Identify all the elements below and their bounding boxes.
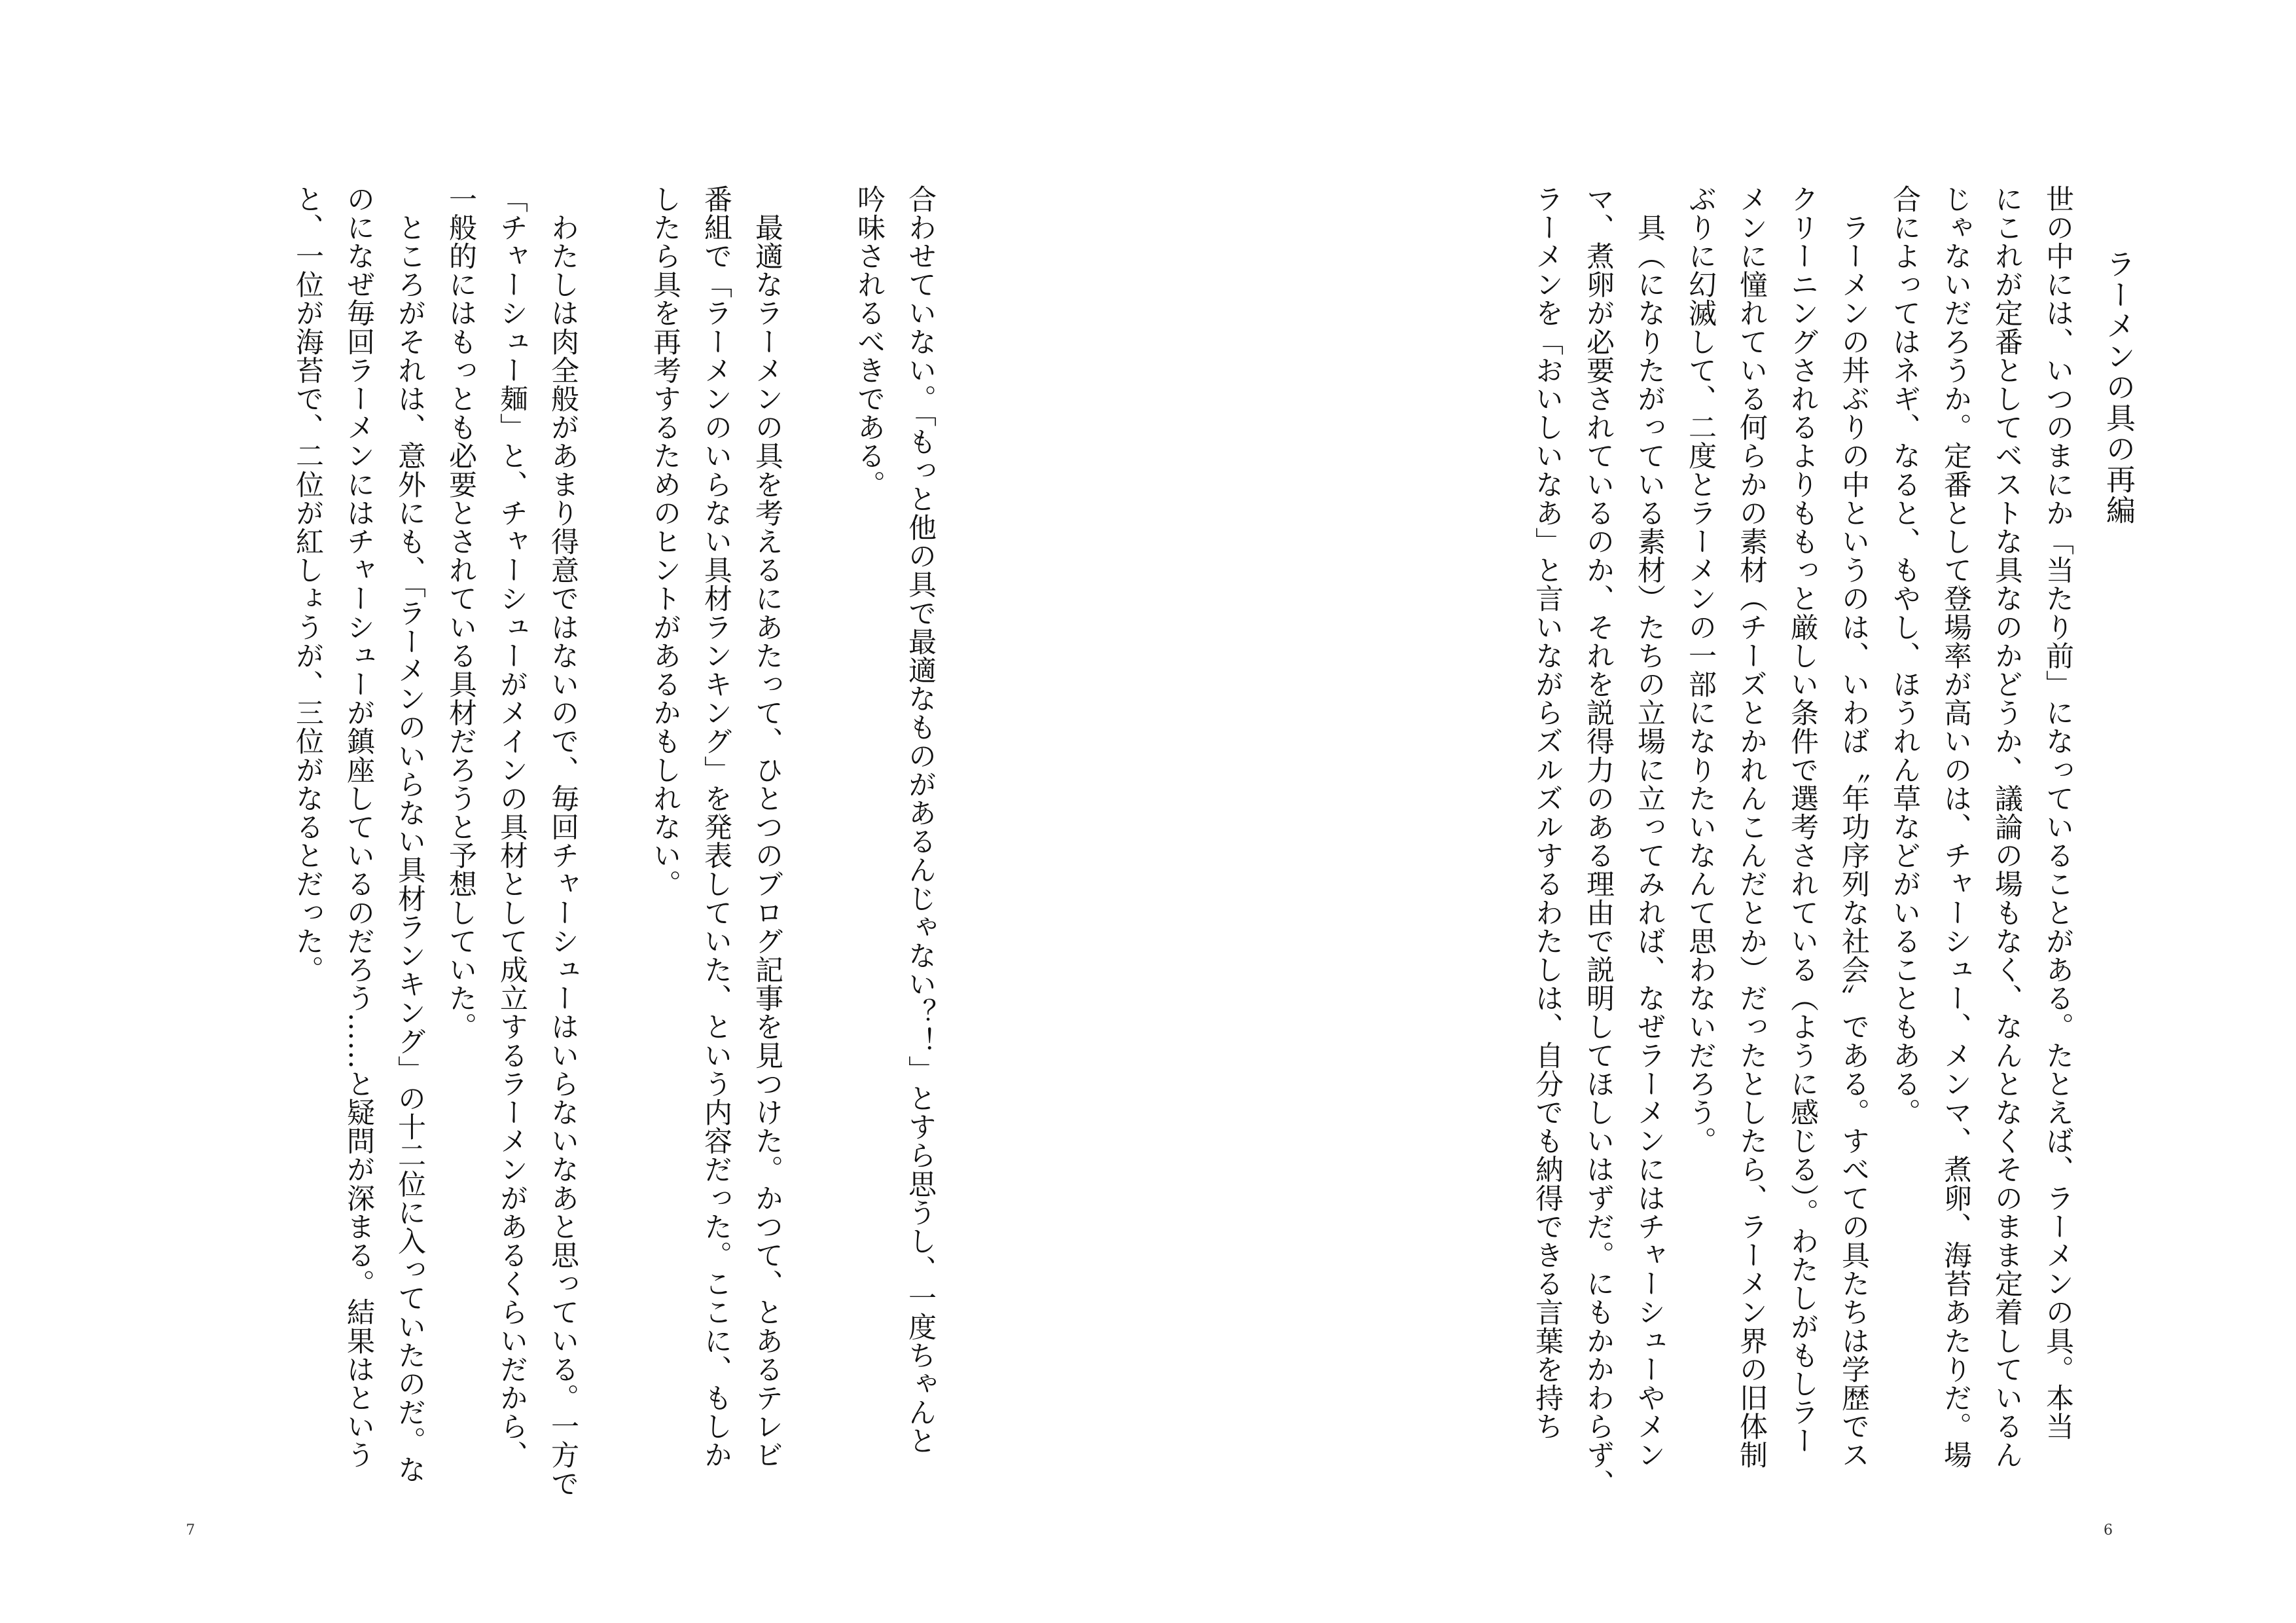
text-line: ラーメンの丼ぶりの中というのは、いわば〝年功序列な社会〟である。すべての具たちは学歴でス [1837,185,1870,1469]
chapter-title: ラーメンの具の再編 [2101,249,2136,526]
text-line: したら具を再考するためのヒントがあるかもしれない。 [649,185,681,898]
text-line: ラーメンを「おいしいなあ」と言いながらズルズルするわたしは、自分でも納得できる言葉を持ち [1531,185,1564,1441]
text-line: ぶりに幻滅して、二度とラーメンの一部になりたいなんて思わないだろう。 [1684,185,1717,1156]
text-line: 具（になりたがっている素材）たちの立場に立ってみれば、なぜラーメンにはチャーシューやメン [1633,185,1666,1469]
text-line: 番組で「ラーメンのいらない具材ランキング」を発表していた、という内容だった。ここに、もしか [700,185,732,1469]
text-line: 吟味されるべきである。 [853,185,886,499]
text-line: わたしは肉全般があまり得意ではないので、毎回チャーシューはいらないなあと思っている。一方で [547,185,579,1498]
text-line: のになぜ毎回ラーメンにはチャーシューが鎮座しているのだろう……と疑問が深まる。結果はという [342,185,375,1469]
text-line: じゃないだろうか。定番として登場率が高いのは、チャーシュー、メンマ、煮卵、海苔あたりだ。場 [1939,185,1972,1469]
text-line: メンに憧れている何らかの素材（チーズとかれんこんだとか）だったとしたら、ラーメン界の旧体制 [1735,185,1768,1469]
page-number: 7 [186,1522,195,1539]
text-line: 合によってはネギ、なると、もやし、ほうれん草などがいることもある。 [1888,185,1921,1127]
text-line: 合わせていない。「もっと他の具で最適なものがあるんじゃない？！」とすら思うし、一度ちゃんと [904,185,937,1455]
text-line: と、一位が海苔で、二位が紅しょうが、三位がなるとだった。 [291,185,324,984]
text-line: マ、煮卵が必要されているのか、それを説得力のある理由で説明してほしいはずだ。にもかかわらず、 [1582,185,1615,1498]
text-line: 一般的にはもっとも必要とされている具材だろうと予想していた。 [444,185,477,1041]
text-line: 最適なラーメンの具を考えるにあたって、ひとつのブログ記事を見つけた。かつて、とあるテレビ [751,185,783,1469]
page-number: 6 [2104,1522,2113,1539]
text-line: 世の中には、いつのまにか「当たり前」になっていることがある。たとえば、ラーメンの具。本当 [2041,185,2074,1441]
text-line: にこれが定番としてベストな具なのかどうか、議論の場もなく、なんとなくそのまま定着しているん [1990,185,2023,1469]
text-line: ところがそれは、意外にも、「ラーメンのいらない具材ランキング」の十二位に入っていたのだ。な [393,185,426,1484]
text-line: 「チャーシュー麺」と、チャーシューがメインの具材として成立するラーメンがあるくらいだから、 [495,185,528,1469]
right-page [1148,0,2296,1623]
text-line: クリーニングされるよりももっと厳しい条件で選考されている（ように感じる）。わたしがもしラー [1786,185,1819,1455]
